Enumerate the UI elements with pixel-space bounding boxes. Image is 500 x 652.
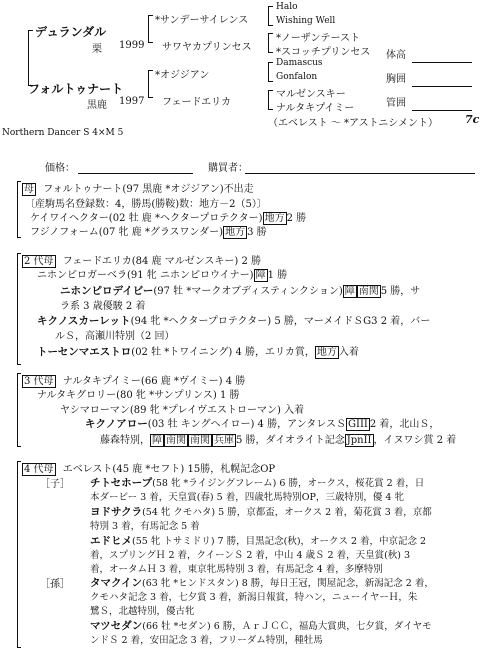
list-item: チトセホープ(58 牝 *ライジングフレーム) 6 勝，オークス，桜花賞 2 着，日 <box>90 477 425 489</box>
bracket <box>148 70 153 98</box>
inbreeding: Northern Dancer S 4×M 5 <box>2 128 124 138</box>
sire-dam: サワヤカプリンセス <box>162 42 252 53</box>
bracket <box>268 6 273 26</box>
list-item: ケイワイヘクター(02 牡 鹿 *ヘクタープロテクター) 地方 2 勝 <box>30 213 307 224</box>
bracket <box>268 33 273 53</box>
price-line <box>78 173 193 174</box>
dam-dam: フェードエリカ <box>162 97 231 108</box>
list-item-cont: ルＳ，高瀬川特別（2 回） <box>55 331 175 342</box>
dam-name: フォルトゥナート <box>28 82 124 96</box>
list-item: タマクイン(63 牝 *ヒンドスタン) 8 勝，毎日王冠，関屋記念，新潟記念 2 着， <box>90 577 434 589</box>
bracket <box>268 90 273 110</box>
sire-color: 栗 <box>92 44 102 55</box>
bracket <box>148 15 153 43</box>
bracket <box>268 62 273 82</box>
dam-color: 黒鹿 <box>87 100 107 111</box>
second-dam-title: フェードエリカ(84 鹿 マルゼンスキー) 2 勝 <box>62 256 262 267</box>
buyer-line <box>245 173 475 174</box>
list-item-cont: 本ダービー 3 着，天皇賞(春) 5 着，四歳牝馬特別OP，三歳特別，優 4 牝 <box>90 492 404 503</box>
g3-name: Halo <box>276 2 298 12</box>
list-item-cont: 鷺Ｓ，北越特別，優古牝 <box>90 606 195 617</box>
list-item: ナルタキグロリー(80 牝 *サンプリンス) 1 勝 <box>37 390 240 401</box>
list-item: ニホンピロガーベラ(91 牝 ニホンピロウイナー) 障 1 勝 <box>37 270 288 281</box>
fourth-dam-label: 4 代母 <box>24 464 54 475</box>
body-height-line <box>412 62 472 63</box>
dam-year: 1997 <box>119 96 145 107</box>
section-bracket <box>17 461 21 648</box>
list-item: エドヒメ(55 牝 トサミドリ) 7 勝，目黒記念(秋)，オークス 2 着，中京記念 2 <box>90 535 427 547</box>
section-bracket <box>17 373 21 447</box>
list-item: ニホンピロデイビー(97 牡 *マークオブディスティンクション) 障 南関 5 勝，サ <box>60 285 421 297</box>
chest-line <box>412 86 472 87</box>
list-item: フジノフォーム(07 牝 鹿 *グラスワンダー) 地方 3 勝 <box>30 227 267 238</box>
sire-sire: *サンデーサイレンス <box>155 15 249 26</box>
cannon-line <box>412 110 472 111</box>
list-item: ヤシマローマン(89 牝 *プレイヴエストローマン) 入着 <box>60 405 305 416</box>
list-item-cont: 着，オータムＨ 3 着，東京牝馬特別 3 着，有馬記念 4 着，多摩特別 <box>90 564 383 575</box>
third-dam-label: 3 代母 <box>24 376 54 387</box>
produce-summary: 〔産駒馬名登録数：4，勝馬(勝鞍)数：地方－2（5）〕 <box>25 199 267 210</box>
g3-name: Wishing Well <box>276 16 336 26</box>
cannon-label: 管囲 <box>386 98 406 109</box>
list-item-cont: ラ系 3 歳優駿 2 着 <box>60 301 146 312</box>
list-item: トーセンマエストロ(02 牡 *トワイニング) 4 勝，エリカ賞， 地方 入着 <box>37 346 359 358</box>
list-item-cont: クモハタ記念 3 着，七夕賞 3 着，新潟日報賞，特ハン，ニューイヤーＨ，朱 <box>90 592 418 603</box>
list-item-cont: 着，スプリングＨ 2 着，クイーンＳ 2 着，中山 4 歳Ｓ 2 着，天皇賞(秋) 3 <box>90 550 411 561</box>
list-item: ヨドサクラ(54 牝 クモハタ) 5 勝，京都盃，オークス 2 着，菊花賞 3 着，京都 <box>90 506 432 518</box>
list-item-cont: ンドＳ 2 着，安田記念 3 着，フリーダム特別，種牡馬 <box>90 635 323 646</box>
second-dam-label: 2 代母 <box>24 256 54 267</box>
section-bracket <box>17 181 21 238</box>
dam-title: フォルトゥナート(97 黒鹿 *オジジアン)不出走 <box>43 184 254 195</box>
dam-sire: *オジジアン <box>155 70 210 81</box>
g3-name: *ノーザンテースト <box>276 33 360 44</box>
list-item-cont: 藤森特別， 障 南関 南関 兵庫 5 勝，ダイオライト記念 JpnII ，イヌワシ賞 2 着 <box>100 435 457 446</box>
g3-name: Gonfalon <box>276 72 318 82</box>
third-dam-title: ナルタキプイミー(66 鹿 *ヴイミー) 4 勝 <box>62 376 246 387</box>
sire-name: デュランダル <box>35 25 107 39</box>
grandchildren-tag: ［孫］ <box>40 579 70 590</box>
g3-name: マルゼンスキー <box>276 89 346 100</box>
price-label: 価格： <box>45 163 75 174</box>
fourth-dam-title: エベレスト(45 鹿 *セフト) 15勝，札幌記念OP <box>62 464 276 475</box>
chest-label: 胸囲 <box>386 74 406 85</box>
buyer-label: 購買者： <box>208 163 248 174</box>
list-item-cont: 特別 3 着，有馬記念 5 着 <box>90 521 200 532</box>
body-height-label: 体高 <box>386 50 406 61</box>
section-bracket <box>17 253 21 365</box>
list-item: マツセダン(66 牡 *セダン) 6 勝，ＡｒＪＣＣ，福島大賞典，七夕賞，ダイヤモ <box>90 620 432 632</box>
g3-name: *スコッチプリンセス <box>276 47 371 58</box>
list-item: キクノアロー(03 牡 キングヘイロー) 4 勝，アンタレスＳ GIII 2 着，北山Ｓ， <box>85 418 440 430</box>
sire-year: 1999 <box>119 40 145 51</box>
dam-label: 母 <box>24 184 34 195</box>
children-tag: ［子］ <box>40 479 70 490</box>
g3-name: Damascus <box>276 58 323 68</box>
sire-bracket <box>28 30 33 86</box>
family-number: 7c <box>465 113 480 126</box>
list-item: キクノスカーレット(94 牝 *ヘクタープロテクター) 5 勝，マーメイドＳG3 2 着，バー <box>37 315 431 327</box>
family-line: （エベレスト ～ *アストニシメント） <box>268 118 438 129</box>
g3-name: ナルタキプイミー <box>276 103 355 114</box>
